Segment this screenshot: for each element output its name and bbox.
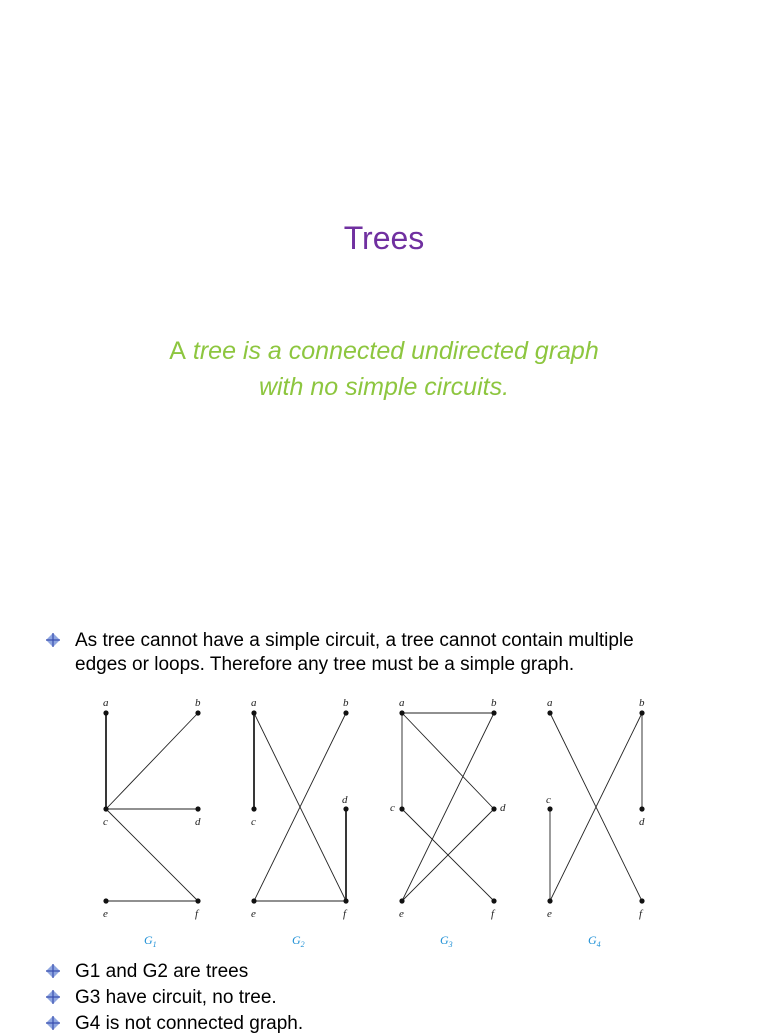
definition-line-2: with no simple circuits. [258, 373, 510, 401]
node-label: b [195, 698, 201, 709]
graph-node [399, 710, 404, 715]
bullet-item [75, 629, 634, 677]
graph-G1 [103, 698, 201, 949]
slide-title: Trees [343, 220, 425, 256]
node-label: a [547, 698, 553, 709]
graph-node [195, 898, 200, 903]
graph-node [399, 898, 404, 903]
graph-caption: $G_1$ [144, 933, 157, 949]
bullet-item: G3 have circuit, no tree. [75, 987, 277, 1008]
graph-edge [106, 713, 198, 809]
node-label: c [103, 816, 108, 828]
graph-node [639, 898, 644, 903]
graph-node [547, 710, 552, 715]
node-label: a [251, 698, 257, 709]
node-label: c [251, 816, 256, 828]
graph-G3 [390, 698, 506, 949]
crosshair-diamond-icon [46, 633, 60, 647]
node-label: d [195, 816, 201, 828]
bullet-line: edges or loops. Therefore any tree must be a simple graph. [75, 654, 575, 675]
graph-node [251, 806, 256, 811]
graph-G4 [546, 698, 645, 949]
node-label: d [342, 794, 348, 806]
bullet-line: As tree cannot have a simple circuit, a tree cannot contain multiple [75, 630, 634, 651]
graph-node [343, 710, 348, 715]
node-label: b [491, 698, 497, 709]
graphs-figure [88, 698, 668, 958]
crosshair-diamond-icon [46, 990, 60, 1004]
graph-node [343, 806, 348, 811]
graph-edge [106, 809, 198, 901]
definition-lead: A [169, 337, 186, 365]
graph-caption: $G_4$ [588, 933, 601, 949]
graph-node [251, 710, 256, 715]
graph-node [103, 898, 108, 903]
graph-node [399, 806, 404, 811]
graph-edge [402, 713, 494, 809]
node-label: e [251, 908, 256, 920]
bullet-item: G1 and G2 are trees [75, 961, 249, 982]
node-label: c [390, 802, 395, 814]
node-label: d [500, 802, 506, 814]
node-label: c [546, 794, 551, 806]
graph-G2 [251, 698, 349, 949]
node-label: f [343, 908, 347, 920]
definition-rest: tree is a connected undirected graph [192, 337, 599, 365]
node-label: a [399, 698, 405, 709]
graph-node [491, 806, 496, 811]
graph-caption: $G_3$ [440, 933, 453, 949]
node-label: f [491, 908, 495, 920]
node-label: f [639, 908, 643, 920]
graph-node [103, 710, 108, 715]
node-label: e [547, 908, 552, 920]
graph-node [547, 806, 552, 811]
bullet-item: G4 is not connected graph. [75, 1013, 304, 1034]
graph-node [195, 806, 200, 811]
node-label: f [195, 908, 199, 920]
node-label: b [343, 698, 349, 709]
graph-edge [402, 713, 494, 901]
graph-caption: $G_2$ [292, 933, 305, 949]
crosshair-diamond-icon [46, 1016, 60, 1030]
node-label: a [103, 698, 109, 709]
graph-node [343, 898, 348, 903]
graph-node [547, 898, 552, 903]
node-label: d [639, 816, 645, 828]
definition-line-1 [0, 333, 768, 369]
graph-node [251, 898, 256, 903]
graph-node [639, 806, 644, 811]
graph-node [195, 710, 200, 715]
definition-text [0, 333, 768, 405]
node-label: e [399, 908, 404, 920]
graph-node [491, 710, 496, 715]
crosshair-diamond-icon [46, 964, 60, 978]
graph-node [491, 898, 496, 903]
graph-node [639, 710, 644, 715]
node-label: b [639, 698, 645, 709]
node-label: e [103, 908, 108, 920]
graph-node [103, 806, 108, 811]
